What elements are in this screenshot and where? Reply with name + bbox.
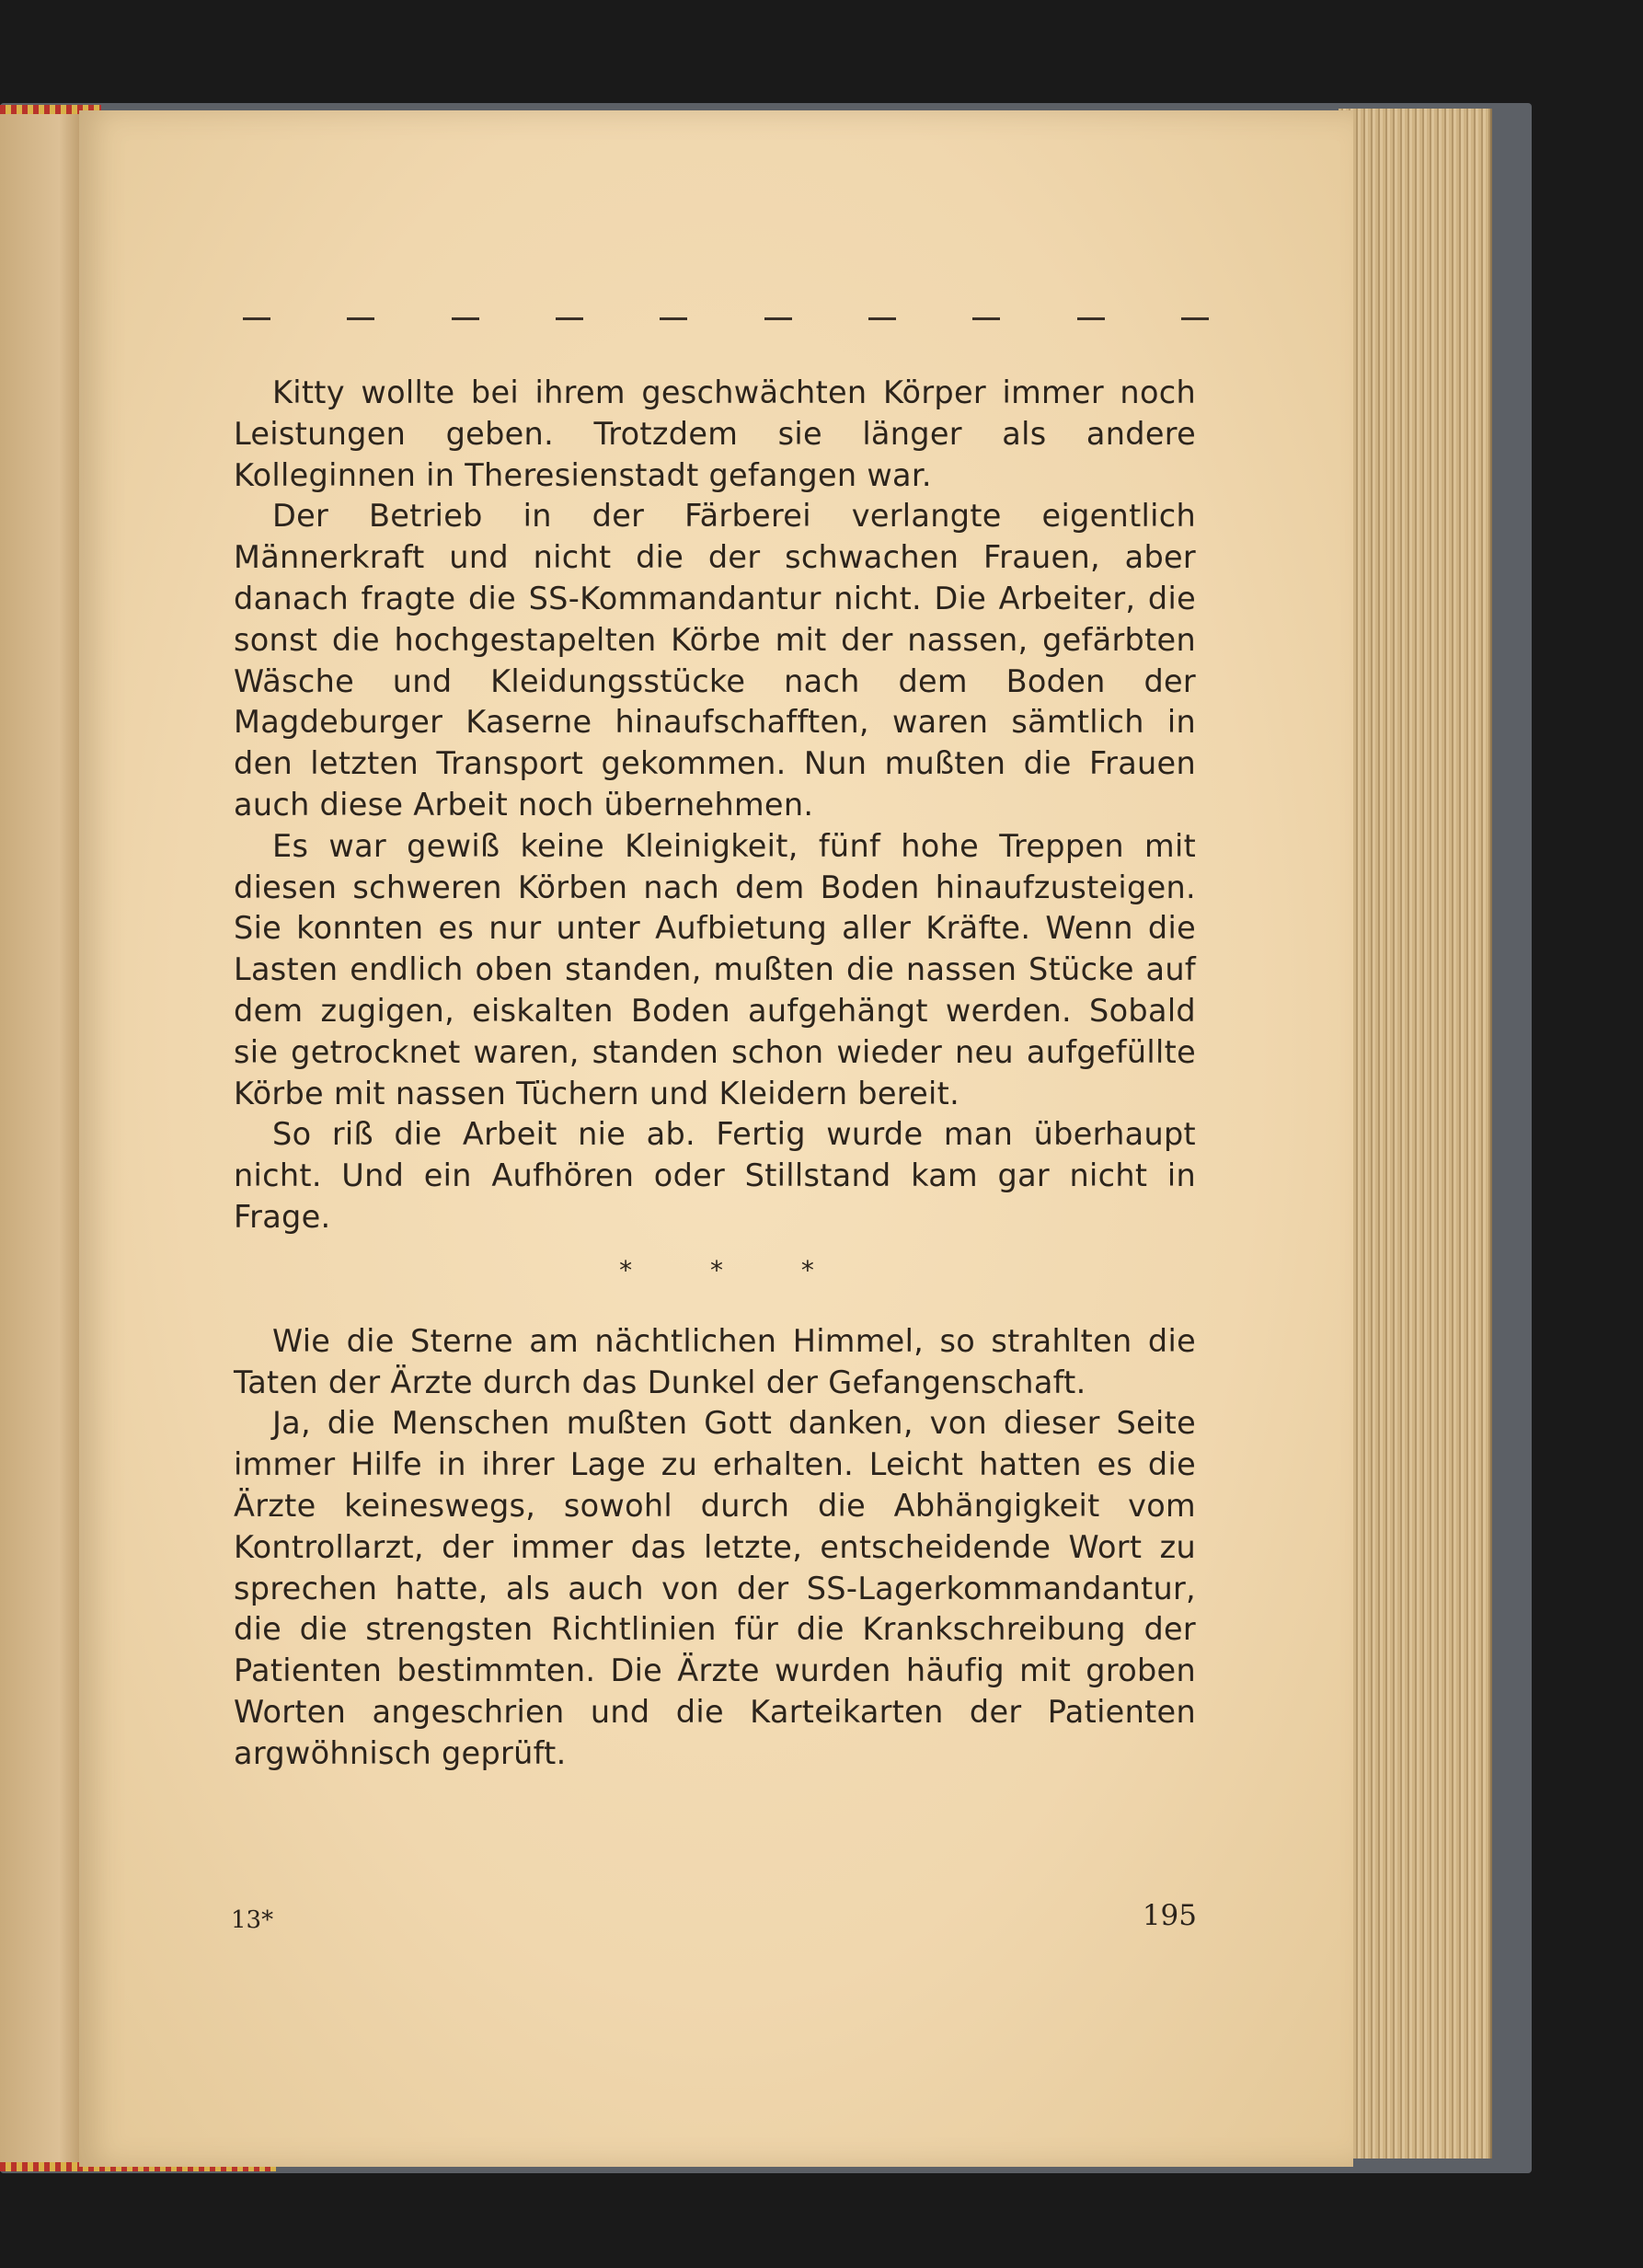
previous-page-edge [0,110,85,2171]
signature-mark: 13* [231,1906,274,1934]
page-body [234,373,1196,1775]
paragraph: Es war gewiß keine Kleinigkeit, fünf hohe Treppen mit diesen schweren Körben nach dem Boden hinaufzusteigen. Sie konnten es nur unter Aufbietung aller Kräfte. Wenn die Lasten endlich oben standen, mußten die nassen Stücke auf dem zugigen, eiskalten Boden aufgehängt werden. Sobald sie getrocknet waren, standen schon wieder neu aufgefüllte Körbe mit nassen Tüchern und Kleidern bereit. [234,827,1196,1111]
paragraph: Der Betrieb in der Färberei verlangte eigentlich Männerkraft und nicht die der schwachen Frauen, aber danach fragte die SS-Kommandantur nicht. Die Arbeiter, die sonst die hochgestapelten Körbe mit der nassen, gefärbten Wäsche und Kleidungsstücke nach dem Boden der Magdeburger Kaserne hinaufschafften, waren sämtlich in den letzten Transport gekommen. Nun mußten die Frauen auch diese Arbeit noch übernehmen. [234,498,1196,823]
dashed-rule [243,317,1209,320]
book-page [79,110,1353,2167]
paragraph: Ja, die Menschen mußten Gott danken, von dieser Seite immer Hilfe in ihrer Lage zu erhalten. Leicht hatten es die Ärzte keineswegs, sowohl durch die Abhängigkeit vom Kontrollarzt, der immer das letzte, entscheidende Wort zu sprechen hatte, als auch von der SS-Lagerkommandantur, die die strengsten Richtlinien für die Krankschreibung der Patienten bestimmten. Die Ärzte wurden häufig mit groben Worten angeschrien und die Karteikarten der Patienten argwöhnisch geprüft. [234,1405,1196,1771]
paragraph: Wie die Sterne am nächtlichen Himmel, so strahlten die Taten der Ärzte durch das Dunkel der Gefangenschaft. [234,1322,1196,1400]
page-stack-edges [1339,109,1492,2159]
page-number: 195 [1142,1899,1197,1932]
paragraph: So riß die Arbeit nie ab. Fertig wurde man überhaupt nicht. Und ein Aufhören oder Stillstand kam gar nicht in Frage. [234,1116,1196,1235]
paragraph: Kitty wollte bei ihrem geschwächten Körper immer noch Leistungen geben. Trotzdem sie länger als andere Kolleginnen in Theresienstadt gefangen war. [234,374,1196,493]
section-separator: * * * [619,1254,849,1285]
